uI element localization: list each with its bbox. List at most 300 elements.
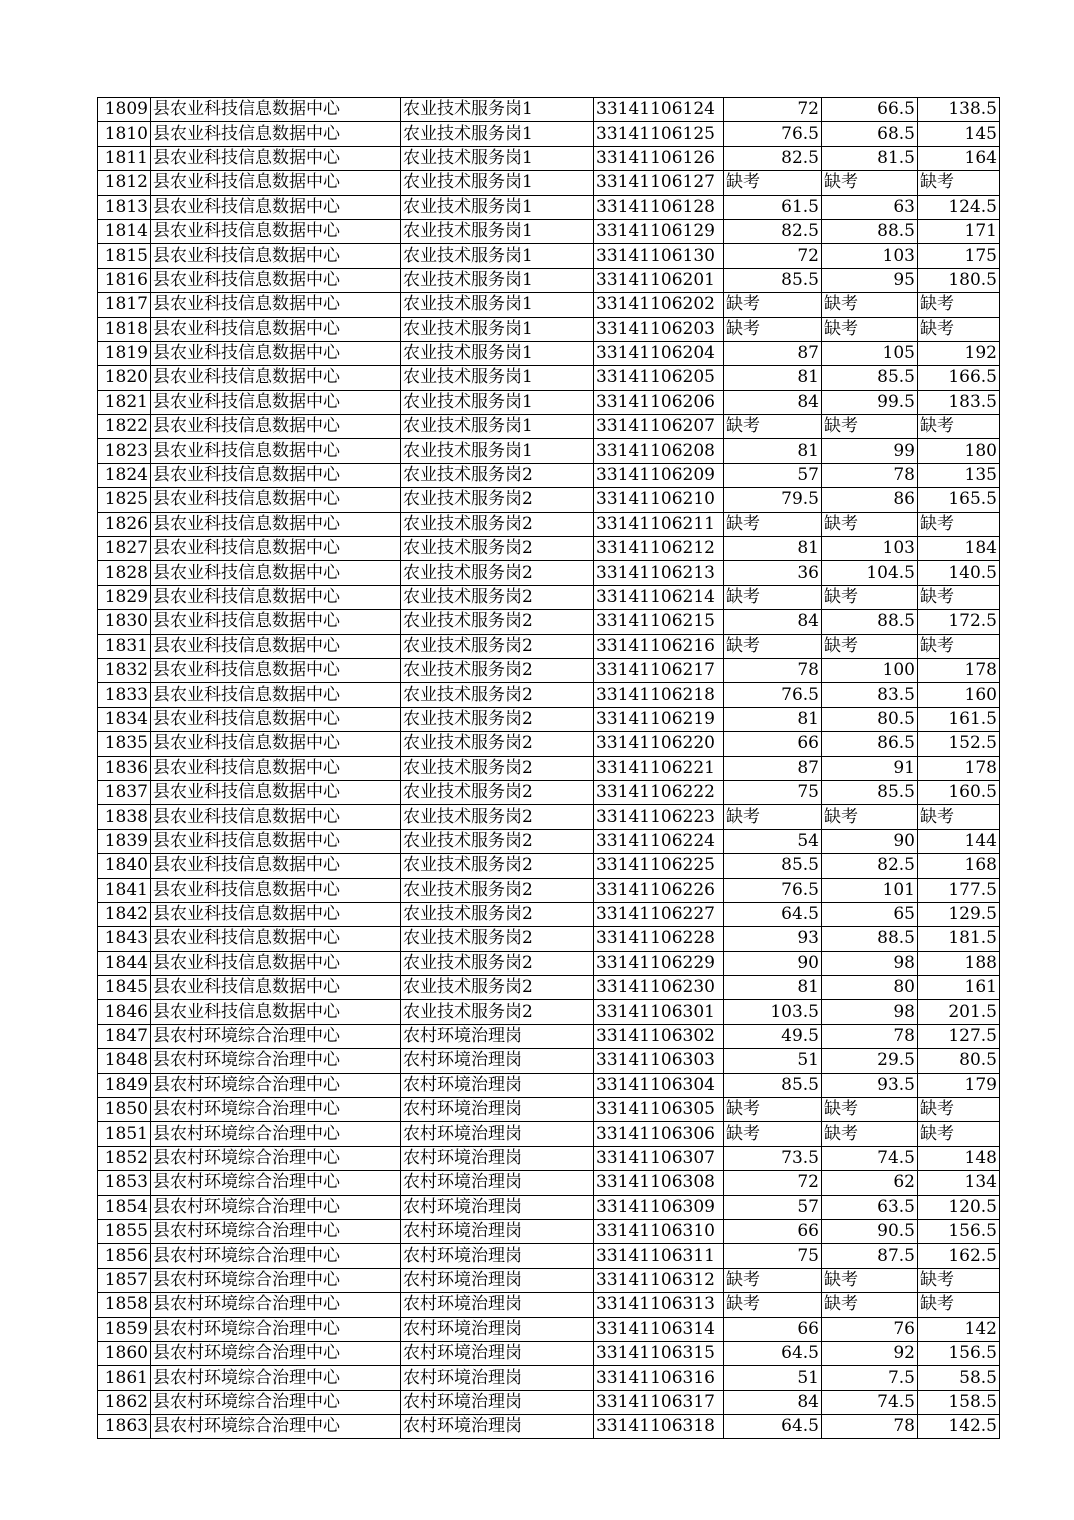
row-number-cell: 1822 [98,415,151,439]
row-number-cell: 1836 [98,756,151,780]
score2-cell: 缺考 [822,317,918,341]
organization-cell: 县农业科技信息数据中心 [151,658,401,682]
organization-cell: 县农村环境综合治理中心 [151,1341,401,1365]
total-score-cell: 179 [918,1073,1000,1097]
exam-id-cell: 33141106213 [594,561,724,585]
organization-cell: 县农村环境综合治理中心 [151,1293,401,1317]
score2-cell: 66.5 [822,98,918,122]
row-number-cell: 1848 [98,1049,151,1073]
table-row [98,561,1000,585]
score2-cell: 98 [822,1000,918,1024]
position-cell: 农业技术服务岗2 [401,658,594,682]
exam-id-cell: 33141106216 [594,634,724,658]
score1-cell: 61.5 [724,195,822,219]
exam-id-cell: 33141106224 [594,829,724,853]
position-cell: 农村环境治理岗 [401,1098,594,1122]
position-cell: 农业技术服务岗2 [401,780,594,804]
score2-cell: 82.5 [822,854,918,878]
position-cell: 农业技术服务岗1 [401,390,594,414]
row-number-cell: 1810 [98,122,151,146]
organization-cell: 县农业科技信息数据中心 [151,268,401,292]
total-score-cell: 120.5 [918,1195,1000,1219]
total-score-cell: 160 [918,683,1000,707]
row-number-cell: 1824 [98,463,151,487]
score2-cell: 缺考 [822,171,918,195]
table-row [98,1049,1000,1073]
exam-id-cell: 33141106206 [594,390,724,414]
table-row [98,1098,1000,1122]
table-row [98,951,1000,975]
score2-cell: 100 [822,658,918,682]
position-cell: 农村环境治理岗 [401,1390,594,1414]
row-number-cell: 1863 [98,1415,151,1439]
row-number-cell: 1854 [98,1195,151,1219]
score1-cell: 90 [724,951,822,975]
table-row [98,293,1000,317]
score-table [97,97,1000,1439]
table-row [98,1341,1000,1365]
exam-id-cell: 33141106210 [594,488,724,512]
score2-cell: 81.5 [822,146,918,170]
row-number-cell: 1851 [98,1122,151,1146]
table-row [98,415,1000,439]
table-row [98,854,1000,878]
table-row [98,317,1000,341]
score1-cell: 51 [724,1366,822,1390]
exam-id-cell: 33141106228 [594,927,724,951]
score2-cell: 104.5 [822,561,918,585]
position-cell: 农业技术服务岗1 [401,146,594,170]
score2-cell: 缺考 [822,293,918,317]
row-number-cell: 1815 [98,244,151,268]
position-cell: 农业技术服务岗2 [401,878,594,902]
table-row [98,268,1000,292]
position-cell: 农业技术服务岗1 [401,366,594,390]
table-row [98,927,1000,951]
organization-cell: 县农业科技信息数据中心 [151,366,401,390]
organization-cell: 县农村环境综合治理中心 [151,1122,401,1146]
position-cell: 农村环境治理岗 [401,1073,594,1097]
total-score-cell: 140.5 [918,561,1000,585]
organization-cell: 县农村环境综合治理中心 [151,1317,401,1341]
row-number-cell: 1818 [98,317,151,341]
score1-cell: 84 [724,610,822,634]
score1-cell: 缺考 [724,317,822,341]
organization-cell: 县农村环境综合治理中心 [151,1415,401,1439]
exam-id-cell: 33141106308 [594,1171,724,1195]
total-score-cell: 缺考 [918,293,1000,317]
score2-cell: 78 [822,1415,918,1439]
position-cell: 农村环境治理岗 [401,1171,594,1195]
score2-cell: 90 [822,829,918,853]
score2-cell: 63.5 [822,1195,918,1219]
total-score-cell: 166.5 [918,366,1000,390]
score1-cell: 缺考 [724,805,822,829]
table-row [98,488,1000,512]
organization-cell: 县农业科技信息数据中心 [151,561,401,585]
score2-cell: 78 [822,1024,918,1048]
total-score-cell: 144 [918,829,1000,853]
score1-cell: 84 [724,390,822,414]
score2-cell: 85.5 [822,366,918,390]
exam-id-cell: 33141106202 [594,293,724,317]
position-cell: 农业技术服务岗2 [401,488,594,512]
score1-cell: 缺考 [724,1098,822,1122]
exam-id-cell: 33141106205 [594,366,724,390]
total-score-cell: 缺考 [918,1268,1000,1292]
exam-id-cell: 33141106318 [594,1415,724,1439]
score1-cell: 81 [724,976,822,1000]
total-score-cell: 145 [918,122,1000,146]
score2-cell: 103 [822,537,918,561]
exam-id-cell: 33141106311 [594,1244,724,1268]
exam-id-cell: 33141106309 [594,1195,724,1219]
score1-cell: 85.5 [724,1073,822,1097]
position-cell: 农业技术服务岗1 [401,268,594,292]
score1-cell: 75 [724,780,822,804]
position-cell: 农村环境治理岗 [401,1122,594,1146]
total-score-cell: 124.5 [918,195,1000,219]
row-number-cell: 1811 [98,146,151,170]
position-cell: 农村环境治理岗 [401,1024,594,1048]
row-number-cell: 1846 [98,1000,151,1024]
score1-cell: 51 [724,1049,822,1073]
exam-id-cell: 33141106209 [594,463,724,487]
score1-cell: 87 [724,756,822,780]
exam-id-cell: 33141106124 [594,98,724,122]
exam-id-cell: 33141106207 [594,415,724,439]
position-cell: 农村环境治理岗 [401,1268,594,1292]
score2-cell: 74.5 [822,1146,918,1170]
score1-cell: 76.5 [724,122,822,146]
exam-id-cell: 33141106313 [594,1293,724,1317]
score1-cell: 75 [724,1244,822,1268]
position-cell: 农业技术服务岗1 [401,171,594,195]
exam-id-cell: 33141106303 [594,1049,724,1073]
table-row [98,1390,1000,1414]
organization-cell: 县农村环境综合治理中心 [151,1049,401,1073]
score1-cell: 81 [724,366,822,390]
table-row [98,390,1000,414]
score1-cell: 66 [724,732,822,756]
score1-cell: 缺考 [724,634,822,658]
total-score-cell: 129.5 [918,902,1000,926]
table-row [98,1000,1000,1024]
position-cell: 农村环境治理岗 [401,1415,594,1439]
organization-cell: 县农业科技信息数据中心 [151,122,401,146]
score2-cell: 91 [822,756,918,780]
score2-cell: 88.5 [822,610,918,634]
score1-cell: 66 [724,1219,822,1243]
organization-cell: 县农业科技信息数据中心 [151,219,401,243]
organization-cell: 县农村环境综合治理中心 [151,1098,401,1122]
total-score-cell: 138.5 [918,98,1000,122]
score1-cell: 73.5 [724,1146,822,1170]
score2-cell: 74.5 [822,1390,918,1414]
position-cell: 农业技术服务岗2 [401,707,594,731]
organization-cell: 县农业科技信息数据中心 [151,171,401,195]
row-number-cell: 1817 [98,293,151,317]
score2-cell: 95 [822,268,918,292]
position-cell: 农业技术服务岗2 [401,732,594,756]
score1-cell: 81 [724,707,822,731]
position-cell: 农业技术服务岗1 [401,439,594,463]
row-number-cell: 1827 [98,537,151,561]
score1-cell: 87 [724,341,822,365]
organization-cell: 县农业科技信息数据中心 [151,195,401,219]
score1-cell: 93 [724,927,822,951]
score2-cell: 76 [822,1317,918,1341]
exam-id-cell: 33141106214 [594,585,724,609]
total-score-cell: 缺考 [918,805,1000,829]
total-score-cell: 缺考 [918,1098,1000,1122]
total-score-cell: 161 [918,976,1000,1000]
score2-cell: 缺考 [822,1268,918,1292]
position-cell: 农业技术服务岗2 [401,512,594,536]
organization-cell: 县农村环境综合治理中心 [151,1219,401,1243]
table-row [98,1293,1000,1317]
total-score-cell: 184 [918,537,1000,561]
row-number-cell: 1862 [98,1390,151,1414]
table-row [98,1317,1000,1341]
score2-cell: 80.5 [822,707,918,731]
total-score-cell: 缺考 [918,585,1000,609]
table-row [98,756,1000,780]
position-cell: 农村环境治理岗 [401,1146,594,1170]
total-score-cell: 201.5 [918,1000,1000,1024]
position-cell: 农业技术服务岗1 [401,341,594,365]
row-number-cell: 1834 [98,707,151,731]
position-cell: 农业技术服务岗2 [401,805,594,829]
score2-cell: 86 [822,488,918,512]
position-cell: 农村环境治理岗 [401,1293,594,1317]
table-row [98,439,1000,463]
score1-cell: 85.5 [724,854,822,878]
organization-cell: 县农业科技信息数据中心 [151,317,401,341]
organization-cell: 县农村环境综合治理中心 [151,1244,401,1268]
organization-cell: 县农村环境综合治理中心 [151,1146,401,1170]
total-score-cell: 175 [918,244,1000,268]
organization-cell: 县农业科技信息数据中心 [151,756,401,780]
score2-cell: 85.5 [822,780,918,804]
score2-cell: 86.5 [822,732,918,756]
total-score-cell: 80.5 [918,1049,1000,1073]
score1-cell: 81 [724,439,822,463]
score1-cell: 缺考 [724,171,822,195]
score1-cell: 76.5 [724,878,822,902]
position-cell: 农村环境治理岗 [401,1049,594,1073]
score2-cell: 98 [822,951,918,975]
organization-cell: 县农业科技信息数据中心 [151,780,401,804]
organization-cell: 县农业科技信息数据中心 [151,463,401,487]
score1-cell: 81 [724,537,822,561]
score1-cell: 49.5 [724,1024,822,1048]
score1-cell: 84 [724,1390,822,1414]
score1-cell: 72 [724,244,822,268]
score2-cell: 63 [822,195,918,219]
exam-id-cell: 33141106218 [594,683,724,707]
row-number-cell: 1856 [98,1244,151,1268]
total-score-cell: 缺考 [918,634,1000,658]
organization-cell: 县农业科技信息数据中心 [151,293,401,317]
score-table-body [98,98,1000,1439]
score2-cell: 87.5 [822,1244,918,1268]
position-cell: 农业技术服务岗1 [401,293,594,317]
score2-cell: 93.5 [822,1073,918,1097]
score1-cell: 缺考 [724,415,822,439]
table-row [98,1171,1000,1195]
score1-cell: 72 [724,98,822,122]
position-cell: 农村环境治理岗 [401,1366,594,1390]
score2-cell: 99.5 [822,390,918,414]
row-number-cell: 1816 [98,268,151,292]
row-number-cell: 1855 [98,1219,151,1243]
position-cell: 农业技术服务岗1 [401,244,594,268]
organization-cell: 县农业科技信息数据中心 [151,244,401,268]
total-score-cell: 165.5 [918,488,1000,512]
score1-cell: 76.5 [724,683,822,707]
row-number-cell: 1831 [98,634,151,658]
total-score-cell: 缺考 [918,171,1000,195]
row-number-cell: 1839 [98,829,151,853]
organization-cell: 县农业科技信息数据中心 [151,976,401,1000]
position-cell: 农业技术服务岗2 [401,976,594,1000]
position-cell: 农业技术服务岗1 [401,415,594,439]
total-score-cell: 缺考 [918,415,1000,439]
row-number-cell: 1840 [98,854,151,878]
exam-id-cell: 33141106226 [594,878,724,902]
row-number-cell: 1821 [98,390,151,414]
score1-cell: 82.5 [724,146,822,170]
score2-cell: 缺考 [822,634,918,658]
exam-id-cell: 33141106230 [594,976,724,1000]
table-row [98,829,1000,853]
table-row [98,707,1000,731]
row-number-cell: 1861 [98,1366,151,1390]
table-row [98,171,1000,195]
position-cell: 农业技术服务岗2 [401,683,594,707]
score1-cell: 103.5 [724,1000,822,1024]
score1-cell: 85.5 [724,268,822,292]
score1-cell: 缺考 [724,1122,822,1146]
table-row [98,1268,1000,1292]
score2-cell: 101 [822,878,918,902]
total-score-cell: 164 [918,146,1000,170]
exam-id-cell: 33141106304 [594,1073,724,1097]
table-row [98,610,1000,634]
position-cell: 农业技术服务岗2 [401,756,594,780]
exam-id-cell: 33141106305 [594,1098,724,1122]
organization-cell: 县农业科技信息数据中心 [151,829,401,853]
organization-cell: 县农业科技信息数据中心 [151,683,401,707]
row-number-cell: 1809 [98,98,151,122]
score2-cell: 缺考 [822,1098,918,1122]
row-number-cell: 1858 [98,1293,151,1317]
score1-cell: 缺考 [724,1293,822,1317]
organization-cell: 县农业科技信息数据中心 [151,341,401,365]
table-row [98,732,1000,756]
position-cell: 农业技术服务岗2 [401,585,594,609]
position-cell: 农村环境治理岗 [401,1341,594,1365]
organization-cell: 县农业科技信息数据中心 [151,415,401,439]
total-score-cell: 183.5 [918,390,1000,414]
position-cell: 农业技术服务岗2 [401,1000,594,1024]
organization-cell: 县农业科技信息数据中心 [151,854,401,878]
total-score-cell: 134 [918,1171,1000,1195]
organization-cell: 县农村环境综合治理中心 [151,1195,401,1219]
organization-cell: 县农业科技信息数据中心 [151,1000,401,1024]
score2-cell: 缺考 [822,415,918,439]
total-score-cell: 168 [918,854,1000,878]
position-cell: 农业技术服务岗2 [401,537,594,561]
total-score-cell: 161.5 [918,707,1000,731]
total-score-cell: 180.5 [918,268,1000,292]
organization-cell: 县农业科技信息数据中心 [151,488,401,512]
table-row [98,805,1000,829]
row-number-cell: 1844 [98,951,151,975]
exam-id-cell: 33141106312 [594,1268,724,1292]
exam-id-cell: 33141106222 [594,780,724,804]
total-score-cell: 缺考 [918,1293,1000,1317]
organization-cell: 县农业科技信息数据中心 [151,878,401,902]
total-score-cell: 缺考 [918,1122,1000,1146]
total-score-cell: 142.5 [918,1415,1000,1439]
table-row [98,1122,1000,1146]
total-score-cell: 172.5 [918,610,1000,634]
total-score-cell: 181.5 [918,927,1000,951]
score2-cell: 103 [822,244,918,268]
row-number-cell: 1841 [98,878,151,902]
row-number-cell: 1837 [98,780,151,804]
organization-cell: 县农业科技信息数据中心 [151,585,401,609]
table-row [98,195,1000,219]
exam-id-cell: 33141106212 [594,537,724,561]
row-number-cell: 1830 [98,610,151,634]
position-cell: 农业技术服务岗2 [401,561,594,585]
score1-cell: 79.5 [724,488,822,512]
organization-cell: 县农业科技信息数据中心 [151,951,401,975]
table-row [98,1024,1000,1048]
row-number-cell: 1825 [98,488,151,512]
row-number-cell: 1857 [98,1268,151,1292]
table-row [98,1415,1000,1439]
table-row [98,658,1000,682]
table-row [98,219,1000,243]
total-score-cell: 188 [918,951,1000,975]
total-score-cell: 148 [918,1146,1000,1170]
row-number-cell: 1853 [98,1171,151,1195]
table-row [98,878,1000,902]
row-number-cell: 1852 [98,1146,151,1170]
score1-cell: 72 [724,1171,822,1195]
table-row [98,1366,1000,1390]
row-number-cell: 1860 [98,1341,151,1365]
position-cell: 农业技术服务岗2 [401,829,594,853]
exam-id-cell: 33141106229 [594,951,724,975]
total-score-cell: 152.5 [918,732,1000,756]
score2-cell: 缺考 [822,512,918,536]
table-row [98,244,1000,268]
position-cell: 农村环境治理岗 [401,1317,594,1341]
organization-cell: 县农村环境综合治理中心 [151,1024,401,1048]
exam-id-cell: 33141106204 [594,341,724,365]
table-row [98,537,1000,561]
score1-cell: 64.5 [724,1415,822,1439]
position-cell: 农业技术服务岗2 [401,634,594,658]
exam-id-cell: 33141106126 [594,146,724,170]
position-cell: 农业技术服务岗2 [401,951,594,975]
score2-cell: 88.5 [822,927,918,951]
